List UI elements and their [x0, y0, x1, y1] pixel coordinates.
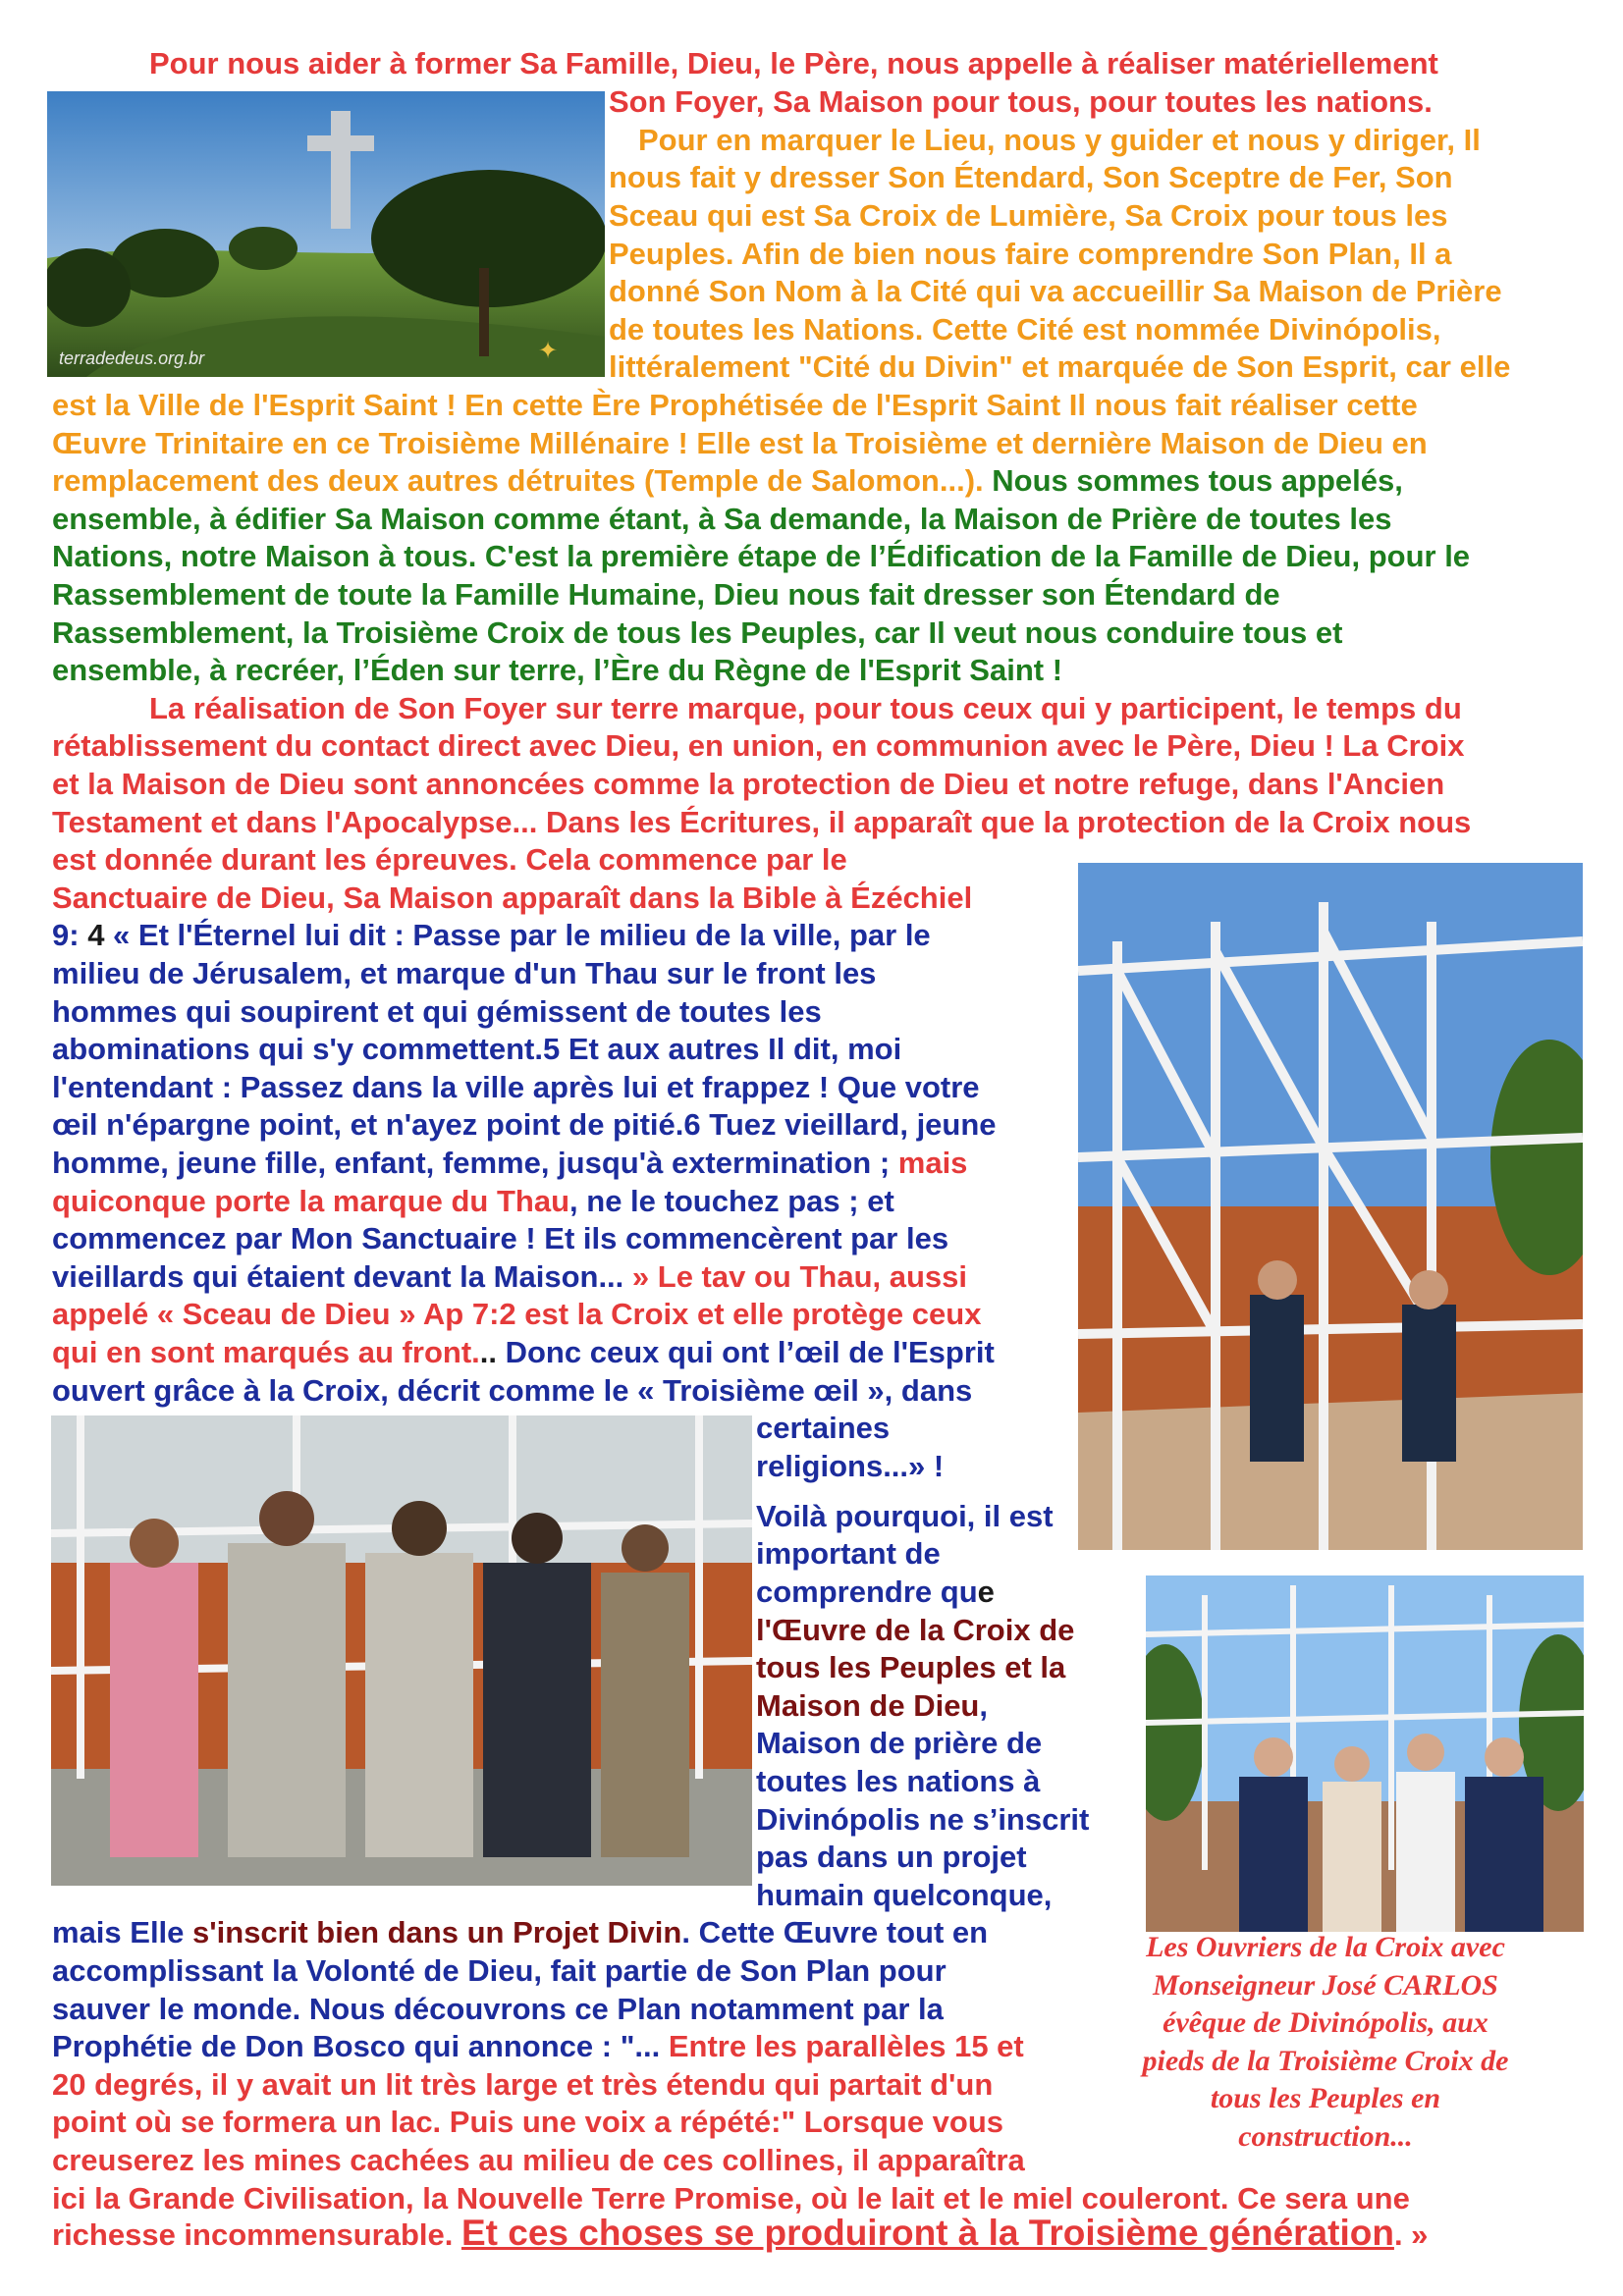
text-segment: rétablissement du contact direct avec Dieu, en union, en communion avec le Père, Dieu ! La Croix: [52, 728, 1465, 763]
text-segment: richesse incommensurable.: [52, 2217, 461, 2252]
text-segment: Rassemblement, la Troisième Croix de tous les Peuples, car Il veut nous conduire tous et: [52, 615, 1343, 650]
text-segment: important de: [756, 1536, 941, 1571]
text-line: [52, 1952, 947, 1991]
text-segment: hommes qui soupirent et qui gémissent de toutes les: [52, 994, 822, 1029]
caption-line: construction...: [1238, 2119, 1413, 2153]
text-segment: Sceau qui est Sa Croix de Lumière, Sa Croix pour tous les: [609, 198, 1448, 233]
text-line: [52, 2066, 993, 2105]
text-line: [52, 1296, 981, 1334]
text-segment: Peuples. Afin de bien nous faire comprendre Son Plan, Il a: [609, 237, 1452, 271]
text-line: [609, 159, 1453, 197]
text-segment: religions...» !: [756, 1449, 945, 1483]
text-line: [609, 273, 1502, 311]
text-segment: et la Maison de Dieu sont annoncées comme la protection de Dieu et notre refuge, dans l'Ancien: [52, 767, 1445, 801]
text-segment: ,: [979, 1688, 988, 1723]
text-segment: mais Elle: [52, 1915, 193, 1949]
text-segment: œil n'épargne point, et n'ayez point de pitié.6 Tuez vieillard, jeune: [52, 1107, 997, 1142]
text-line: [52, 1220, 948, 1258]
text-line: [149, 690, 1462, 728]
text-line: [756, 1649, 1065, 1687]
caption-line: pieds de la Troisième Croix de: [1142, 2044, 1509, 2077]
text-line: [756, 1612, 1074, 1650]
text-line: [756, 1410, 890, 1448]
text-line: [756, 1839, 1027, 1877]
text-segment: Pour en marquer le Lieu, nous y guider et nous y diriger, Il: [638, 123, 1481, 157]
text-line: [52, 727, 1464, 766]
text-segment: Entre les parallèles 15 et: [668, 2029, 1024, 2063]
text-segment: . »: [1393, 2217, 1429, 2252]
text-segment: Et ces choses se produiront à la Troisième génération: [460, 2213, 1394, 2253]
text-segment: mais: [897, 1146, 968, 1180]
text-segment: Œuvre Trinitaire en ce Troisième Millénaire ! Elle est la Troisième et dernière Maison de Dieu en: [52, 426, 1428, 460]
text-segment: quiconque porte la marque du Thau: [52, 1184, 570, 1218]
text-segment: Maison de prière de: [756, 1726, 1043, 1760]
text-segment: ici la Grande Civilisation, la Nouvelle Terre Promise, où le lait et le miel couleront. Ce sera une: [52, 2181, 1410, 2216]
text-segment: pas dans un projet: [756, 1840, 1027, 1874]
text-line: [756, 1877, 1052, 1915]
text-line: [609, 348, 1510, 387]
text-line: [609, 236, 1451, 274]
text-line: [609, 83, 1433, 122]
text-segment: ensemble, à édifier Sa Maison comme étant, à Sa demande, la Maison de Prière de toutes les: [52, 502, 1392, 536]
text-segment: donné Son Nom à la Cité qui va accueillir Sa Maison de Prière: [609, 274, 1502, 308]
text-segment: comprendre qu: [756, 1575, 978, 1609]
text-line: [52, 1183, 894, 1221]
caption-line: Monseigneur José CARLOS: [1153, 1968, 1498, 2002]
text-segment: homme, jeune fille, enfant, femme, jusqu'à extermination ;: [52, 1146, 898, 1180]
text-line: [638, 122, 1481, 160]
text-segment: « Et l'Éternel lui dit : Passe par le milieu de la ville, par le: [113, 918, 931, 952]
text-segment: Nations, notre Maison à tous. C'est la première étape de l’Édification de la Famille de Dieu, pour le: [52, 539, 1471, 573]
logo-icon: ✦: [538, 338, 559, 364]
text-segment: 9:: [52, 918, 88, 952]
text-line: [756, 1498, 1054, 1536]
text-line: [52, 955, 876, 993]
text-segment: La réalisation de Son Foyer sur terre marque, pour tous ceux qui y participent, le temps du: [149, 691, 1462, 725]
text-segment: , ne le touchez pas ; et: [569, 1184, 894, 1218]
text-segment: Rassemblement de toute la Famille Humaine, Dieu nous fait dresser son Étendard de: [52, 577, 1280, 612]
text-segment: Divinópolis ne s’inscrit: [756, 1802, 1090, 1837]
text-line: [52, 917, 931, 955]
text-line: [756, 1535, 941, 1574]
text-segment: toutes les nations à: [756, 1764, 1041, 1798]
photo-group-prayer: [51, 1415, 752, 1886]
text-line: [756, 1687, 988, 1726]
text-segment: certaines: [756, 1411, 891, 1445]
text-line: [52, 501, 1391, 539]
text-segment: Maison de Dieu: [756, 1688, 980, 1723]
text-line: [52, 387, 1418, 425]
text-segment: ensemble, à recréer, l’Éden sur terre, l’Ère du Règne de l'Esprit Saint !: [52, 653, 1063, 687]
watermark-text: terradedeus.org.br: [59, 348, 205, 368]
text-segment: qui en sont marqués au front.: [52, 1335, 480, 1369]
text-segment: ..: [479, 1335, 506, 1369]
text-segment: s'inscrit bien dans un Projet Divin: [192, 1915, 682, 1949]
text-line: [756, 1574, 995, 1612]
text-segment: ouvert grâce à la Croix, décrit comme le « Troisième œil », dans: [52, 1373, 973, 1408]
text-segment: accomplissant la Volonté de Dieu, fait partie de Son Plan pour: [52, 1953, 947, 1988]
text-segment: tous les Peuples et la: [756, 1650, 1066, 1684]
text-segment: Pour nous aider à former Sa Famille, Dieu, le Père, nous appelle à réaliser matériellement: [149, 46, 1438, 80]
text-line: [52, 2142, 1025, 2180]
text-segment: point où se formera un lac. Puis une voix a répété:" Lorsque vous: [52, 2105, 1004, 2139]
text-segment: Son Foyer, Sa Maison pour tous, pour toutes les nations.: [609, 84, 1433, 119]
text-line: [756, 1801, 1089, 1840]
text-line: [52, 576, 1280, 614]
text-line: [52, 993, 822, 1032]
text-segment: Testament et dans l'Apocalypse... Dans les Écritures, il apparaît que la protection de la Croix nous: [52, 805, 1472, 839]
text-line: [52, 2215, 1428, 2255]
text-segment: nous fait y dresser Son Étendard, Son Sceptre de Fer, Son: [609, 160, 1453, 194]
text-line: [52, 614, 1342, 653]
photo-caption: [1109, 1929, 1542, 2156]
text-line: [52, 652, 1062, 690]
caption-line: évêque de Divinópolis, aux: [1163, 2006, 1488, 2039]
text-segment: de toutes les Nations. Cette Cité est nommée Divinópolis,: [609, 312, 1441, 347]
text-segment: creuserez les mines cachées au milieu de ces collines, il apparaîtra: [52, 2143, 1025, 2177]
text-segment: abominations qui s'y commettent.5 Et aux autres Il dit, moi: [52, 1032, 902, 1066]
text-segment: vieillards qui étaient devant la Maison...: [52, 1259, 632, 1294]
text-line: [756, 1763, 1040, 1801]
text-line: [52, 538, 1470, 576]
text-line: [149, 45, 1438, 83]
text-line: [52, 425, 1428, 463]
text-line: [52, 1145, 967, 1183]
text-line: [52, 841, 847, 880]
text-line: [52, 880, 972, 918]
caption-line: tous les Peuples en: [1210, 2082, 1441, 2114]
text-line: [52, 2028, 1024, 2066]
text-segment: milieu de Jérusalem, et marque d'un Thau sur le front les: [52, 956, 877, 990]
text-segment: Voilà pourquoi, il est: [756, 1499, 1054, 1533]
text-segment: Prophétie de Don Bosco qui annonce : "...: [52, 2029, 669, 2063]
photo-bishop-group: [1146, 1575, 1584, 1932]
text-segment: » Le tav ou Thau, aussi: [631, 1259, 967, 1294]
text-segment: littéralement "Cité du Divin" et marquée de Son Esprit, car elle: [609, 349, 1511, 384]
text-line: [52, 1031, 901, 1069]
text-segment: l'entendant : Passez dans la ville après lui et frappez ! Que votre: [52, 1070, 980, 1104]
text-segment: commencez par Mon Sanctuaire ! Et ils commencèrent par les: [52, 1221, 949, 1255]
text-line: [756, 1448, 944, 1486]
text-segment: Sanctuaire de Dieu, Sa Maison apparaît dans la Bible à Ézéchiel: [52, 881, 973, 915]
text-line: [52, 766, 1444, 804]
text-segment: e: [977, 1575, 995, 1609]
text-segment: sauver le monde. Nous découvrons ce Plan notamment par la: [52, 1992, 944, 2026]
text-segment: remplacement des deux autres détruites (Temple de Salomon...).: [52, 463, 993, 498]
text-line: [52, 1069, 980, 1107]
photo-cross-rendering: [47, 91, 605, 377]
text-line: [52, 1991, 944, 2029]
text-segment: . Cette Œuvre tout en: [681, 1915, 989, 1949]
caption-line: Les Ouvriers de la Croix avec: [1146, 1931, 1505, 1963]
text-segment: humain quelconque,: [756, 1878, 1053, 1912]
text-line: [52, 1372, 972, 1411]
text-line: [52, 1258, 967, 1297]
text-line: [52, 2104, 1003, 2142]
text-segment: Nous sommes tous appelés,: [992, 463, 1403, 498]
text-line: [52, 1914, 988, 1952]
text-segment: l'Œuvre de la Croix de: [756, 1613, 1075, 1647]
text-segment: 20 degrés, il y avait un lit très large et très étendu qui partait d'un: [52, 2067, 994, 2102]
photo-workers-on-structure: [1078, 863, 1583, 1550]
text-line: [756, 1725, 1042, 1763]
text-line: [52, 1334, 995, 1372]
text-line: [52, 804, 1471, 842]
text-segment: est donnée durant les épreuves. Cela commence par le: [52, 842, 847, 877]
text-segment: est la Ville de l'Esprit Saint ! En cette Ère Prophétisée de l'Esprit Saint Il nous fait réaliser cette: [52, 388, 1418, 422]
text-line: [609, 311, 1441, 349]
text-line: [609, 197, 1447, 236]
text-segment: Donc ceux qui ont l’œil de l'Esprit: [505, 1335, 995, 1369]
text-segment: appelé « Sceau de Dieu » Ap 7:2 est la Croix et elle protège ceux: [52, 1297, 982, 1331]
text-line: [52, 1106, 997, 1145]
text-line: [52, 462, 1403, 501]
text-segment: 4: [87, 918, 114, 952]
